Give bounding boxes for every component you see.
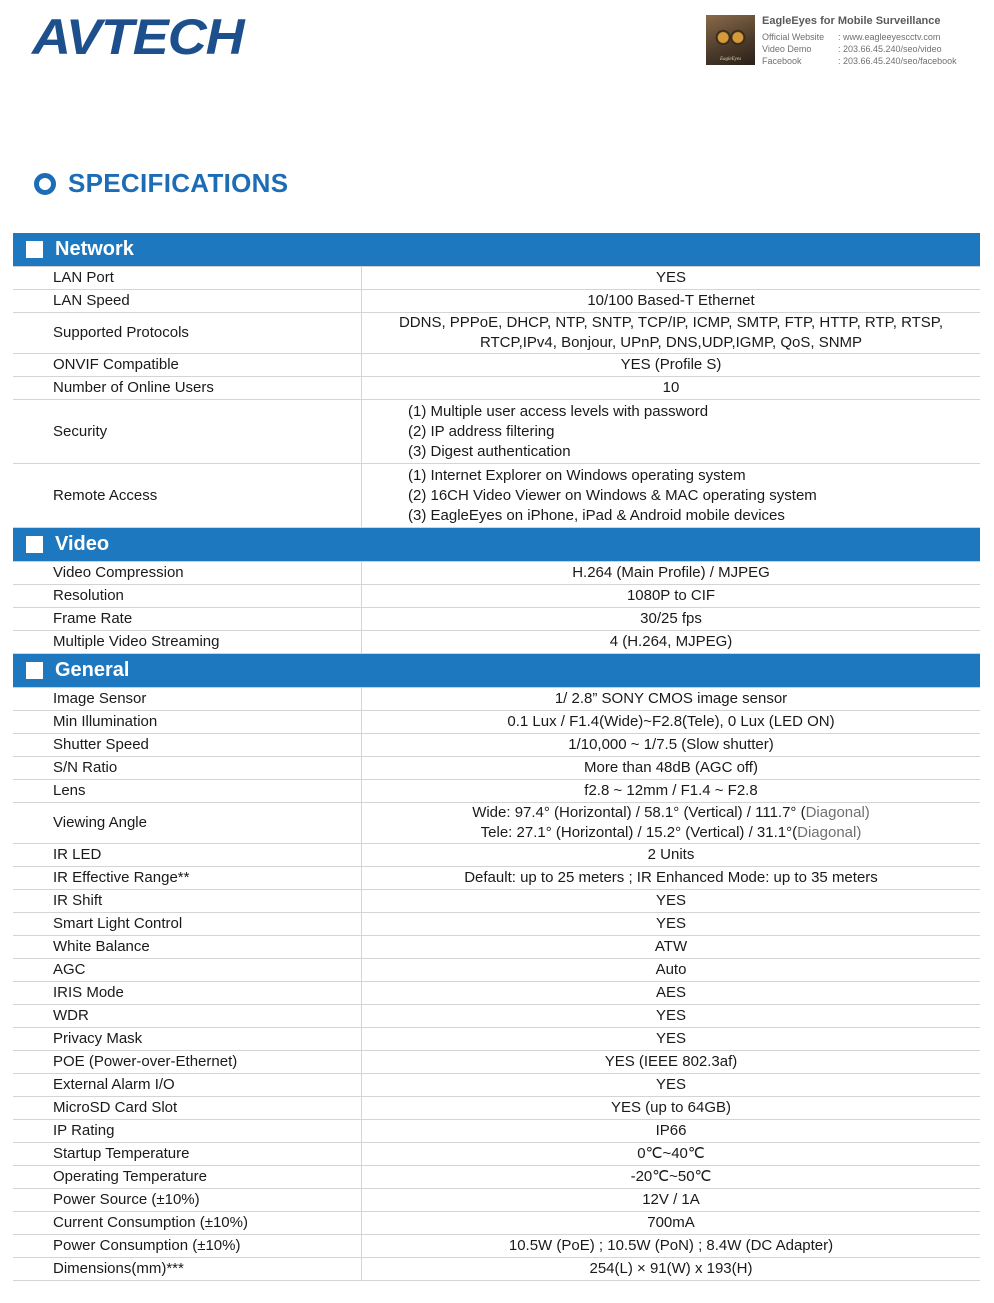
table-row xyxy=(13,1074,980,1097)
spec-value: YES xyxy=(655,1007,686,1024)
value-text: Wide: 97.4° (Horizontal) / 58.1° (Vertical) / 111.7° ( xyxy=(472,804,806,821)
spec-label: Lens xyxy=(13,780,362,802)
table-row xyxy=(13,1235,980,1258)
value-line: RTCP,IPv4, Bonjour, UPnP, DNS,UDP,IGMP, QoS, SNMP xyxy=(479,334,863,351)
table-row xyxy=(13,1258,980,1281)
table-row xyxy=(13,1166,980,1189)
table-row xyxy=(13,913,980,936)
table-row xyxy=(13,1005,980,1028)
spec-label: Shutter Speed xyxy=(13,734,362,756)
square-bullet-icon xyxy=(26,536,43,553)
spec-label: Power Consumption (±10%) xyxy=(13,1235,362,1257)
circle-bullet-icon xyxy=(34,173,56,195)
spec-label: LAN Speed xyxy=(13,290,362,312)
spec-label: Multiple Video Streaming xyxy=(13,631,362,653)
table-row xyxy=(13,1212,980,1235)
table-row xyxy=(13,844,980,867)
value-line: (2) IP address filtering xyxy=(408,422,555,440)
table-row xyxy=(13,936,980,959)
spec-value: f2.8 ~ 12mm / F1.4 ~ F2.8 xyxy=(584,782,758,799)
spec-value: 4 (H.264, MJPEG) xyxy=(609,633,733,650)
spec-label: Supported Protocols xyxy=(13,313,362,353)
spec-value: 0℃~40℃ xyxy=(637,1145,705,1162)
spec-value xyxy=(362,464,980,527)
value-text-grey: Diagonal) xyxy=(805,804,870,821)
table-row xyxy=(13,959,980,982)
brand-key: Video Demo xyxy=(762,44,812,54)
table-row xyxy=(13,1189,980,1212)
spec-value xyxy=(362,400,980,463)
spec-value: YES (up to 64GB) xyxy=(610,1099,732,1116)
spec-label: IRIS Mode xyxy=(13,982,362,1004)
spec-value: 0.1 Lux / F1.4(Wide)~F2.8(Tele), 0 Lux (LED ON) xyxy=(507,713,835,730)
spec-value: YES xyxy=(655,915,686,932)
spec-value: 1080P to CIF xyxy=(626,587,716,604)
table-row xyxy=(13,1120,980,1143)
table-row xyxy=(13,867,980,890)
spec-value: YES (IEEE 802.3af) xyxy=(604,1053,738,1070)
spec-label: IR LED xyxy=(13,844,362,866)
spec-value: YES xyxy=(655,269,686,286)
spec-label: LAN Port xyxy=(13,267,362,289)
spec-label: Startup Temperature xyxy=(13,1143,362,1165)
table-row xyxy=(13,1051,980,1074)
spec-value: YES xyxy=(655,1030,686,1047)
spec-value xyxy=(362,313,980,353)
value-line: (3) Digest authentication xyxy=(408,442,571,460)
spec-value: H.264 (Main Profile) / MJPEG xyxy=(572,564,770,581)
table-row xyxy=(13,1143,980,1166)
table-row xyxy=(13,313,980,354)
value-line: (1) Internet Explorer on Windows operating system xyxy=(408,466,746,484)
spec-label: POE (Power-over-Ethernet) xyxy=(13,1051,362,1073)
brand-row-website xyxy=(762,31,957,43)
value-line: (2) 16CH Video Viewer on Windows & MAC operating system xyxy=(408,486,817,504)
value-line: (1) Multiple user access levels with password xyxy=(408,402,709,420)
section-header-video xyxy=(13,528,980,562)
spec-label: IP Rating xyxy=(13,1120,362,1142)
facebook-link[interactable]: : 203.66.45.240/seo/facebook xyxy=(838,56,957,66)
owl-logo-icon xyxy=(706,15,755,65)
value-text-grey: Diagonal) xyxy=(797,824,862,841)
video-demo-link[interactable]: : 203.66.45.240/seo/video xyxy=(838,44,942,54)
table-row xyxy=(13,734,980,757)
section-title: Video xyxy=(55,533,110,555)
eagleeyes-brand-box xyxy=(706,15,976,67)
spec-label: Privacy Mask xyxy=(13,1028,362,1050)
value-line: DDNS, PPPoE, DHCP, NTP, SNTP, TCP/IP, ICMP, SMTP, FTP, HTTP, RTP, RTSP, xyxy=(398,314,944,331)
spec-value: AES xyxy=(655,984,686,1001)
spec-value: YES (Profile S) xyxy=(620,356,722,373)
section-title: Network xyxy=(55,238,134,260)
spec-value: 1/10,000 ~ 1/7.5 (Slow shutter) xyxy=(568,736,774,753)
table-row xyxy=(13,1028,980,1051)
section-header-network xyxy=(13,233,980,267)
spec-value: 12V / 1A xyxy=(642,1191,700,1208)
spec-value: ATW xyxy=(654,938,688,955)
value-text: Tele: 27.1° (Horizontal) / 15.2° (Vertical) / 31.1°( xyxy=(480,824,798,841)
table-row xyxy=(13,1097,980,1120)
spec-label: Min Illumination xyxy=(13,711,362,733)
table-row xyxy=(13,562,980,585)
square-bullet-icon xyxy=(26,662,43,679)
spec-label: Security xyxy=(13,400,362,463)
spec-label: AGC xyxy=(13,959,362,981)
spec-label: MicroSD Card Slot xyxy=(13,1097,362,1119)
spec-value: 254(L) × 91(W) x 193(H) xyxy=(589,1260,753,1277)
section-title: General xyxy=(55,659,130,681)
spec-label: Current Consumption (±10%) xyxy=(13,1212,362,1234)
value-line xyxy=(472,803,870,823)
spec-label: External Alarm I/O xyxy=(13,1074,362,1096)
spec-label: Operating Temperature xyxy=(13,1166,362,1188)
spec-label: Power Source (±10%) xyxy=(13,1189,362,1211)
spec-label: IR Effective Range** xyxy=(13,867,362,889)
table-row xyxy=(13,464,980,528)
spec-value: IP66 xyxy=(655,1122,687,1139)
table-row xyxy=(13,890,980,913)
table-row xyxy=(13,290,980,313)
table-row xyxy=(13,688,980,711)
table-row xyxy=(13,757,980,780)
page-title xyxy=(34,168,288,199)
table-row xyxy=(13,982,980,1005)
spec-value: 10.5W (PoE) ; 10.5W (PoN) ; 8.4W (DC Adapter) xyxy=(508,1237,834,1254)
spec-value: YES xyxy=(655,1076,686,1093)
spec-label: ONVIF Compatible xyxy=(13,354,362,376)
spec-label: Image Sensor xyxy=(13,688,362,710)
value-line xyxy=(481,823,862,843)
table-row xyxy=(13,608,980,631)
brand-info xyxy=(755,15,957,67)
brand-row-facebook xyxy=(762,55,957,67)
spec-label: WDR xyxy=(13,1005,362,1027)
spec-value: More than 48dB (AGC off) xyxy=(584,759,758,776)
section-header-general xyxy=(13,654,980,688)
table-row xyxy=(13,803,980,844)
spec-value: 30/25 fps xyxy=(640,610,702,627)
square-bullet-icon xyxy=(26,241,43,258)
table-row xyxy=(13,631,980,654)
spec-label: Frame Rate xyxy=(13,608,362,630)
spec-label: Remote Access xyxy=(13,464,362,527)
table-row xyxy=(13,377,980,400)
spec-value xyxy=(362,803,980,843)
owl-logo-label: EagleEyes xyxy=(719,57,742,62)
spec-value: YES xyxy=(655,892,686,909)
brand-key: Official Website xyxy=(762,32,825,42)
table-row xyxy=(13,267,980,290)
spec-label: Resolution xyxy=(13,585,362,607)
brand-key: Facebook xyxy=(762,56,802,66)
spec-label: Smart Light Control xyxy=(13,913,362,935)
table-row xyxy=(13,711,980,734)
avtech-logo xyxy=(32,9,244,65)
spec-label: White Balance xyxy=(13,936,362,958)
spec-value: -20℃~50℃ xyxy=(630,1168,712,1185)
table-row xyxy=(13,780,980,803)
spec-label: Dimensions(mm)*** xyxy=(13,1258,362,1280)
spec-value: 2 Units xyxy=(647,846,695,863)
spec-label: Viewing Angle xyxy=(13,803,362,843)
spec-label: S/N Ratio xyxy=(13,757,362,779)
spec-label: Number of Online Users xyxy=(13,377,362,399)
spec-value: Default: up to 25 meters ; IR Enhanced Mode: up to 35 meters xyxy=(464,869,878,886)
spec-table xyxy=(13,233,980,1281)
spec-value: Auto xyxy=(655,961,687,978)
logo-text: AVTECH xyxy=(32,9,244,65)
page-title-text: SPECIFICATIONS xyxy=(68,168,289,198)
table-row xyxy=(13,354,980,377)
spec-value: 1/ 2.8” SONY CMOS image sensor xyxy=(554,690,788,707)
spec-label: IR Shift xyxy=(13,890,362,912)
brand-title: EagleEyes for Mobile Surveillance xyxy=(762,15,941,27)
table-row xyxy=(13,585,980,608)
value-line: (3) EagleEyes on iPhone, iPad & Android mobile devices xyxy=(408,506,785,524)
table-row xyxy=(13,400,980,464)
spec-value: 10 xyxy=(662,379,680,396)
spec-value: 10/100 Based-T Ethernet xyxy=(587,292,755,309)
spec-label: Video Compression xyxy=(13,562,362,584)
brand-row-video-demo xyxy=(762,43,957,55)
website-link[interactable]: : www.eagleeyescctv.com xyxy=(838,32,941,42)
spec-value: 700mA xyxy=(647,1214,695,1231)
